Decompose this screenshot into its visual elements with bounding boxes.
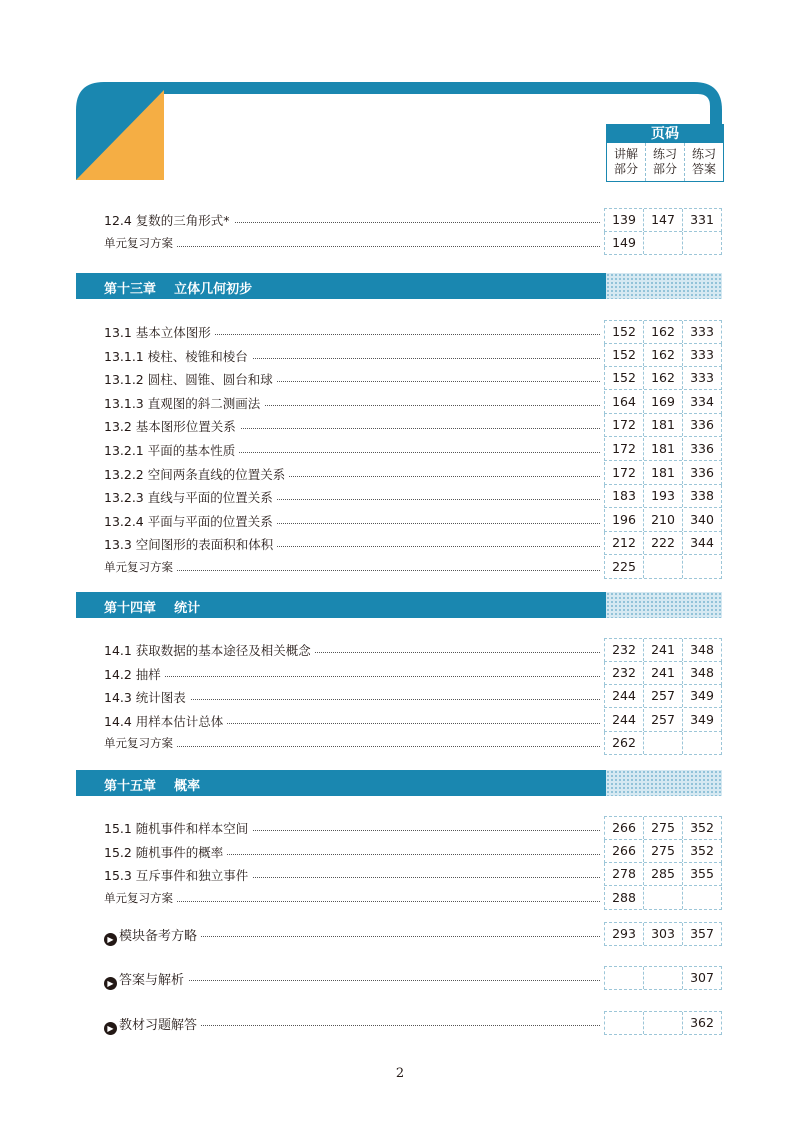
explanation-page: 164 [605, 391, 644, 413]
page-number-cells [604, 438, 722, 461]
toc-row[interactable] [104, 685, 722, 707]
answer-page: 344 [690, 535, 714, 551]
answer-page [683, 732, 721, 754]
toc-entry-label: 13.1.2 圆柱、圆锥、圆台和球 [104, 370, 277, 388]
toc-row[interactable] [104, 391, 722, 413]
play-circle-icon: ▶ [104, 977, 117, 990]
practice-page: 193 [644, 485, 683, 507]
explanation-page [605, 1012, 644, 1034]
explanation-page [605, 967, 644, 989]
practice-page: 162 [644, 367, 683, 389]
special-section-row[interactable] [104, 922, 722, 944]
page-number-cells [604, 556, 722, 579]
toc-row[interactable] [104, 414, 722, 436]
explanation-page: 196 [605, 509, 644, 531]
toc-row[interactable] [104, 208, 722, 230]
dot-leader [104, 901, 600, 902]
page-number-cells [604, 208, 722, 232]
answer-page: 352 [690, 820, 714, 835]
practice-page: 181 [644, 438, 683, 460]
page-code-title: 页码 [607, 125, 723, 143]
page-number-cells [604, 887, 722, 910]
answer-page [683, 556, 721, 578]
special-section-row[interactable] [104, 1011, 722, 1033]
unit-review-row[interactable] [104, 556, 722, 578]
answer-page: 336 [690, 464, 714, 480]
page-number-cells [604, 732, 722, 755]
special-section-label [104, 1014, 201, 1035]
page-number-cells [604, 638, 722, 662]
explanation-page: 152 [605, 344, 644, 366]
answer-page: 348 [690, 642, 714, 657]
toc-row[interactable] [104, 638, 722, 660]
page-number-cells [604, 485, 722, 508]
toc-entry-label: 14.2 抽样 [104, 665, 165, 683]
chapter-title: 第十五章 概率 [104, 779, 201, 794]
answer-page: 352 [690, 842, 714, 858]
practice-page [644, 1012, 683, 1034]
explanation-page: 266 [605, 840, 644, 862]
toc-entry-label: 单元复习方案 [104, 559, 177, 575]
page-number-cells [604, 532, 722, 555]
unit-review-row[interactable] [104, 732, 722, 754]
explanation-page: 139 [605, 209, 644, 231]
practice-page: 241 [644, 639, 683, 661]
practice-page: 275 [644, 840, 683, 862]
column-explanation: 讲解 部分 [607, 143, 646, 181]
explanation-page: 225 [605, 556, 644, 578]
toc-entry-label: 单元复习方案 [104, 235, 177, 251]
explanation-page: 278 [605, 863, 644, 885]
toc-row[interactable] [104, 863, 722, 885]
explanation-page: 212 [605, 532, 644, 554]
special-section-label [104, 925, 201, 946]
chapter-header [76, 592, 722, 618]
page-number-cells [604, 709, 722, 732]
special-section-label [104, 969, 188, 990]
practice-page: 169 [644, 391, 683, 413]
chapter-dot-pattern [606, 770, 722, 796]
practice-page: 241 [644, 662, 683, 684]
toc-row[interactable] [104, 462, 722, 484]
page-number-cells [604, 320, 722, 344]
chapter-header [76, 770, 722, 796]
explanation-page: 149 [605, 232, 644, 254]
practice-page [644, 887, 683, 909]
column-practice: 练习 部分 [646, 143, 685, 181]
toc-entry-label: 15.2 随机事件的概率 [104, 843, 227, 861]
answer-page: 349 [690, 688, 714, 704]
toc-row[interactable] [104, 344, 722, 366]
practice-page: 257 [644, 685, 683, 707]
toc-row[interactable] [104, 485, 722, 507]
toc-row[interactable] [104, 367, 722, 389]
answer-page: 333 [690, 346, 714, 362]
explanation-page: 266 [605, 817, 644, 839]
page-number-cells [604, 1011, 722, 1035]
page-number-cells [604, 863, 722, 886]
practice-page: 285 [644, 863, 683, 885]
special-section-row[interactable] [104, 966, 722, 988]
answer-page [683, 887, 721, 909]
practice-page: 257 [644, 709, 683, 731]
dot-leader [104, 746, 600, 747]
special-section-text: 答案与解析 [119, 973, 185, 988]
column-answers: 练习 答案 [691, 147, 716, 176]
toc-entry-label: 13.2.3 直线与平面的位置关系 [104, 488, 277, 506]
chapter-dot-pattern [606, 592, 722, 618]
dot-leader [104, 246, 600, 247]
toc-row[interactable] [104, 438, 722, 460]
practice-page: 181 [644, 462, 683, 484]
toc-entry-label: 13.2.2 空间两条直线的位置关系 [104, 465, 289, 483]
page-number-cells [604, 662, 722, 685]
toc-entry-label: 14.4 用样本估计总体 [104, 712, 227, 730]
explanation-page: 293 [605, 923, 644, 945]
page-number-cells [604, 509, 722, 532]
explanation-page: 288 [605, 887, 644, 909]
page-code-header [606, 124, 724, 182]
answer-page: 349 [690, 711, 714, 727]
practice-page [644, 732, 683, 754]
toc-entry-label: 13.2.4 平面与平面的位置关系 [104, 512, 277, 530]
dot-leader [104, 570, 600, 571]
page-number-cells [604, 344, 722, 367]
practice-page: 222 [644, 532, 683, 554]
play-circle-icon: ▶ [104, 1022, 117, 1035]
answer-page: 336 [690, 441, 714, 456]
explanation-page: 152 [605, 321, 644, 343]
dot-leader [104, 676, 600, 677]
toc-entry-label: 14.1 获取数据的基本途径及相关概念 [104, 641, 315, 659]
chapter-dot-pattern [606, 273, 722, 299]
explanation-page: 232 [605, 662, 644, 684]
explanation-page: 262 [605, 732, 644, 754]
page-number-cells [604, 685, 722, 708]
page-number-cells [604, 816, 722, 840]
practice-page [644, 556, 683, 578]
page-number-cells [604, 414, 722, 437]
practice-page: 162 [644, 321, 683, 343]
special-section-text: 教材习题解答 [119, 1018, 198, 1033]
toc-entry-label: 13.3 空间图形的表面积和体积 [104, 535, 277, 553]
page-number-cells [604, 391, 722, 414]
toc-entry-label: 15.3 互斥事件和独立事件 [104, 866, 252, 884]
answer-page: 333 [690, 370, 714, 386]
play-circle-icon: ▶ [104, 933, 117, 946]
practice-page: 147 [644, 209, 683, 231]
answer-page: 336 [690, 417, 714, 433]
answer-page: 331 [690, 212, 714, 227]
practice-page: 181 [644, 414, 683, 436]
toc-entry-label: 单元复习方案 [104, 890, 177, 906]
explanation-page: 152 [605, 367, 644, 389]
practice-page: 275 [644, 817, 683, 839]
page-number-cells [604, 462, 722, 485]
answer-page: 357 [690, 926, 714, 941]
unit-review-row[interactable] [104, 232, 722, 254]
explanation-page: 244 [605, 709, 644, 731]
explanation-page: 172 [605, 462, 644, 484]
explanation-page: 232 [605, 639, 644, 661]
toc-row[interactable] [104, 816, 722, 838]
unit-review-row[interactable] [104, 887, 722, 909]
page-number-cells [604, 367, 722, 390]
toc-row[interactable] [104, 840, 722, 862]
page-number-cells [604, 840, 722, 863]
practice-page: 210 [644, 509, 683, 531]
explanation-page: 183 [605, 485, 644, 507]
page-number-cells [604, 966, 722, 990]
toc-entry-label: 13.1.1 棱柱、棱锥和棱台 [104, 347, 252, 365]
practice-page: 303 [644, 923, 683, 945]
toc-entry-label: 13.2.1 平面的基本性质 [104, 441, 239, 459]
toc-row[interactable] [104, 320, 722, 342]
toc-row[interactable] [104, 509, 722, 531]
toc-row[interactable] [104, 709, 722, 731]
toc-entry-label: 13.2 基本图形位置关系 [104, 417, 240, 435]
toc-row[interactable] [104, 662, 722, 684]
toc-entry-label: 13.1.3 直观图的斜二测画法 [104, 394, 264, 412]
explanation-page: 172 [605, 438, 644, 460]
explanation-page: 172 [605, 414, 644, 436]
toc-entry-label: 单元复习方案 [104, 735, 177, 751]
answer-page: 334 [690, 393, 714, 409]
toc-entry-label: 14.3 统计图表 [104, 688, 190, 706]
answer-page: 348 [690, 664, 714, 680]
chapter-title: 第十四章 统计 [104, 601, 201, 616]
page-number-cells [604, 922, 722, 946]
toc-row[interactable] [104, 532, 722, 554]
toc-entry-label: 15.1 随机事件和样本空间 [104, 819, 252, 837]
explanation-page: 244 [605, 685, 644, 707]
answer-page: 333 [690, 324, 714, 339]
answer-page: 362 [690, 1015, 714, 1030]
practice-page [644, 967, 683, 989]
page-number: 2 [395, 1066, 405, 1081]
practice-page [644, 232, 683, 254]
toc-entry-label: 12.4 复数的三角形式* [104, 211, 234, 229]
practice-page: 162 [644, 344, 683, 366]
answer-page: 355 [690, 866, 714, 882]
answer-page: 307 [690, 970, 714, 985]
answer-page: 340 [690, 511, 714, 527]
chapter-header [76, 273, 722, 299]
toc-entry-label: 13.1 基本立体图形 [104, 323, 215, 341]
special-section-text: 模块备考方略 [119, 929, 198, 944]
answer-page: 338 [690, 488, 714, 504]
page-number-cells [604, 232, 722, 255]
chapter-title: 第十三章 立体几何初步 [104, 282, 253, 297]
answer-page [683, 232, 721, 254]
